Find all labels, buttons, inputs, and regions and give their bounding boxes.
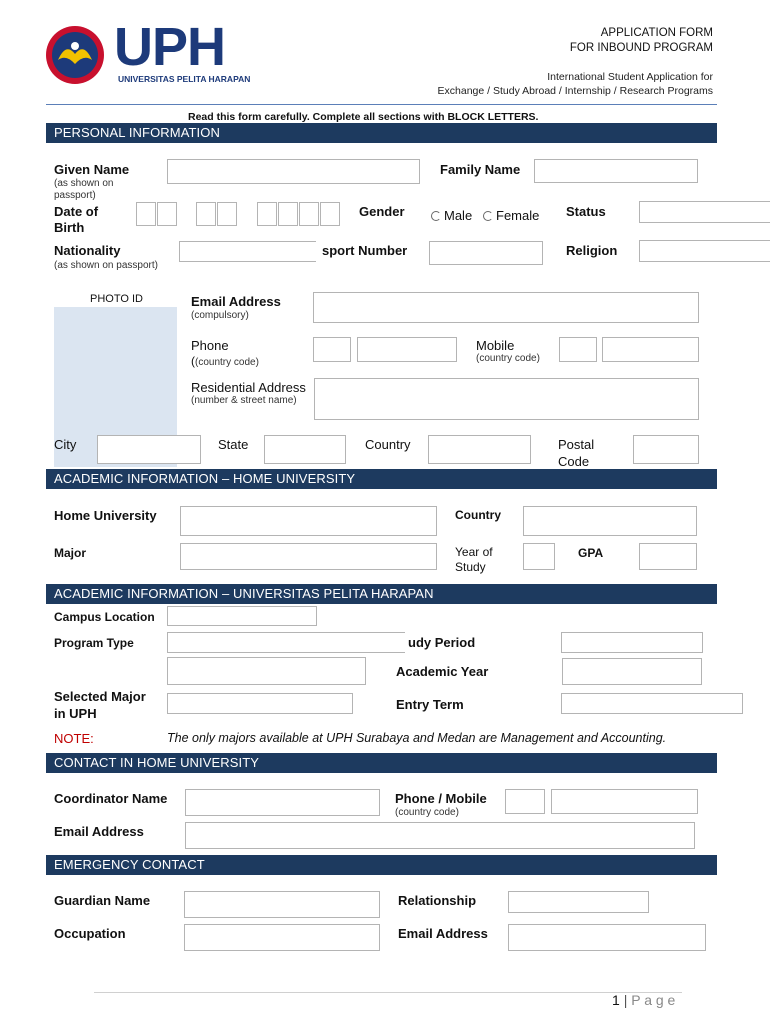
country-label: Country: [365, 437, 411, 452]
gender-label: Gender: [359, 204, 405, 219]
passport-number-input[interactable]: [429, 241, 543, 265]
phone-country-code-input[interactable]: [313, 337, 351, 362]
year-of-study-label-line1: Year of: [455, 545, 493, 559]
section-academic-uph: ACADEMIC INFORMATION – UNIVERSITAS PELITA HARAPAN: [46, 584, 717, 604]
campus-location-label: Campus Location: [54, 610, 155, 624]
family-name-label: Family Name: [440, 162, 521, 177]
mobile-number-input[interactable]: [602, 337, 699, 362]
address-note: (number & street name): [191, 395, 297, 406]
page-footer: [612, 992, 675, 1008]
section-personal-information: PERSONAL INFORMATION: [46, 123, 717, 143]
selected-major-label-line1: Selected Major: [54, 689, 146, 704]
status-input[interactable]: [639, 201, 770, 223]
family-name-input[interactable]: [534, 159, 698, 183]
coordinator-name-label: Coordinator Name: [54, 791, 168, 806]
home-country-input[interactable]: [523, 506, 697, 536]
phone-note: ((country code): [191, 354, 259, 368]
mobile-country-code-input[interactable]: [559, 337, 597, 362]
home-country-label: Country: [455, 508, 501, 522]
section-emergency-contact: EMERGENCY CONTACT: [46, 855, 717, 875]
section-contact-home-university: CONTACT IN HOME UNIVERSITY: [46, 753, 717, 773]
dob-month-digit-2[interactable]: [217, 202, 237, 226]
form-subtitle: [438, 70, 713, 98]
dob-year-digit-1[interactable]: [257, 202, 277, 226]
coordinator-email-label: Email Address: [54, 824, 144, 839]
guardian-name-label: Guardian Name: [54, 893, 151, 908]
home-university-input[interactable]: [180, 506, 437, 536]
gpa-input[interactable]: [639, 543, 697, 570]
email-note: (compulsory): [191, 310, 249, 321]
postal-code-label-line2: Code: [558, 454, 590, 469]
dob-year-digit-3[interactable]: [299, 202, 319, 226]
email-input[interactable]: [313, 292, 699, 323]
status-label: Status: [566, 204, 606, 219]
entry-term-label: Entry Term: [396, 697, 464, 712]
female-radio-icon[interactable]: [483, 211, 493, 221]
nationality-note: (as shown on passport): [54, 260, 158, 271]
given-name-input[interactable]: [167, 159, 420, 184]
program-type-label: Program Type: [54, 636, 134, 650]
state-input[interactable]: [264, 435, 346, 464]
dob-year-digit-4[interactable]: [320, 202, 340, 226]
program-type-input[interactable]: [167, 632, 405, 653]
phone-number-input[interactable]: [357, 337, 457, 362]
uph-logo: [44, 17, 274, 88]
form-title-line2: FOR INBOUND PROGRAM: [569, 42, 713, 54]
relationship-input[interactable]: [508, 891, 649, 913]
male-radio-icon[interactable]: [431, 211, 441, 221]
country-input[interactable]: [428, 435, 531, 464]
uph-emblem-icon: [44, 24, 110, 86]
guardian-name-input[interactable]: [184, 891, 380, 918]
male-label: Male: [444, 208, 473, 223]
dob-day-digit-2[interactable]: [157, 202, 177, 226]
logo-text: UPH: [114, 17, 226, 77]
dob-month-digit-1[interactable]: [196, 202, 216, 226]
city-input[interactable]: [97, 435, 201, 464]
phone-label: Phone: [191, 338, 229, 353]
residential-address-input[interactable]: [314, 378, 699, 420]
dob-year-digit-2[interactable]: [278, 202, 298, 226]
section-academic-home-university: ACADEMIC INFORMATION – HOME UNIVERSITY: [46, 469, 717, 489]
instruction-text: Read this form carefully. Complete all sections with BLOCK LETTERS.: [188, 111, 539, 123]
nationality-input[interactable]: [179, 241, 316, 262]
phone-note-text: (country code): [195, 357, 259, 368]
passport-number-label: sport Number: [322, 243, 408, 258]
page-label: P a g e: [631, 992, 676, 1008]
major-label: Major: [54, 546, 87, 560]
postal-code-input[interactable]: [633, 435, 699, 464]
photo-id-label: PHOTO ID: [90, 293, 143, 305]
relationship-label: Relationship: [398, 893, 477, 908]
campus-location-input[interactable]: [167, 606, 317, 626]
address-label: Residential Address: [191, 380, 306, 395]
gender-male-option[interactable]: [431, 208, 472, 223]
entry-term-input[interactable]: [561, 693, 743, 714]
footer-divider: [94, 992, 682, 993]
page-number: 1: [612, 992, 620, 1008]
nationality-label: Nationality: [54, 243, 121, 258]
home-university-label: Home University: [54, 508, 157, 523]
academic-year-label: Academic Year: [396, 664, 489, 679]
page-separator: |: [623, 992, 632, 1008]
note-label: NOTE:: [54, 731, 94, 746]
study-period-input[interactable]: [561, 632, 703, 653]
header-divider: [46, 104, 717, 105]
coordinator-phone-note: (country code): [395, 807, 459, 818]
dob-label-line2: Birth: [54, 220, 85, 235]
given-name-note1: (as shown on: [54, 178, 114, 189]
coordinator-phone-number-input[interactable]: [551, 789, 698, 814]
gpa-label: GPA: [578, 546, 604, 560]
note-text: The only majors available at UPH Surabaya and Medan are Management and Accounting.: [167, 731, 667, 745]
religion-label: Religion: [566, 243, 618, 258]
form-subtitle-line2: Exchange / Study Abroad / Internship / Research Programs: [437, 85, 713, 97]
academic-year-input[interactable]: [562, 658, 702, 685]
year-of-study-input[interactable]: [523, 543, 555, 570]
religion-input[interactable]: [639, 240, 770, 262]
female-label: Female: [496, 208, 540, 223]
given-name-label: Given Name: [54, 162, 130, 177]
major-input[interactable]: [180, 543, 437, 570]
gender-female-option[interactable]: [483, 208, 539, 223]
selected-major-input[interactable]: [167, 693, 353, 714]
dob-label-line1: Date of: [54, 204, 99, 219]
form-title-line1: APPLICATION FORM: [600, 27, 713, 39]
study-period-label: udy Period: [408, 635, 476, 650]
form-subtitle-line1: International Student Application for: [547, 71, 713, 83]
program-type-extra-input[interactable]: [167, 657, 366, 685]
dob-day-digit-1[interactable]: [136, 202, 156, 226]
city-label: City: [54, 437, 77, 452]
coordinator-phone-code-input[interactable]: [505, 789, 545, 814]
selected-major-label-line2: in UPH: [54, 706, 97, 721]
given-name-note2: passport): [54, 190, 96, 201]
occupation-label: Occupation: [54, 926, 126, 941]
coordinator-phone-label: Phone / Mobile: [395, 791, 487, 806]
mobile-note: (country code): [476, 353, 540, 364]
coordinator-email-input[interactable]: [185, 822, 695, 849]
form-title: [570, 26, 713, 56]
coordinator-name-input[interactable]: [185, 789, 380, 816]
year-of-study-label-line2: Study: [455, 560, 486, 574]
guardian-email-input[interactable]: [508, 924, 706, 951]
email-label: Email Address: [191, 294, 281, 309]
occupation-input[interactable]: [184, 924, 380, 951]
state-label: State: [218, 437, 249, 452]
guardian-email-label: Email Address: [398, 926, 488, 941]
postal-code-label-line1: Postal: [558, 437, 595, 452]
logo-subtitle: UNIVERSITAS PELITA HARAPAN: [118, 74, 251, 84]
mobile-label: Mobile: [476, 338, 515, 353]
